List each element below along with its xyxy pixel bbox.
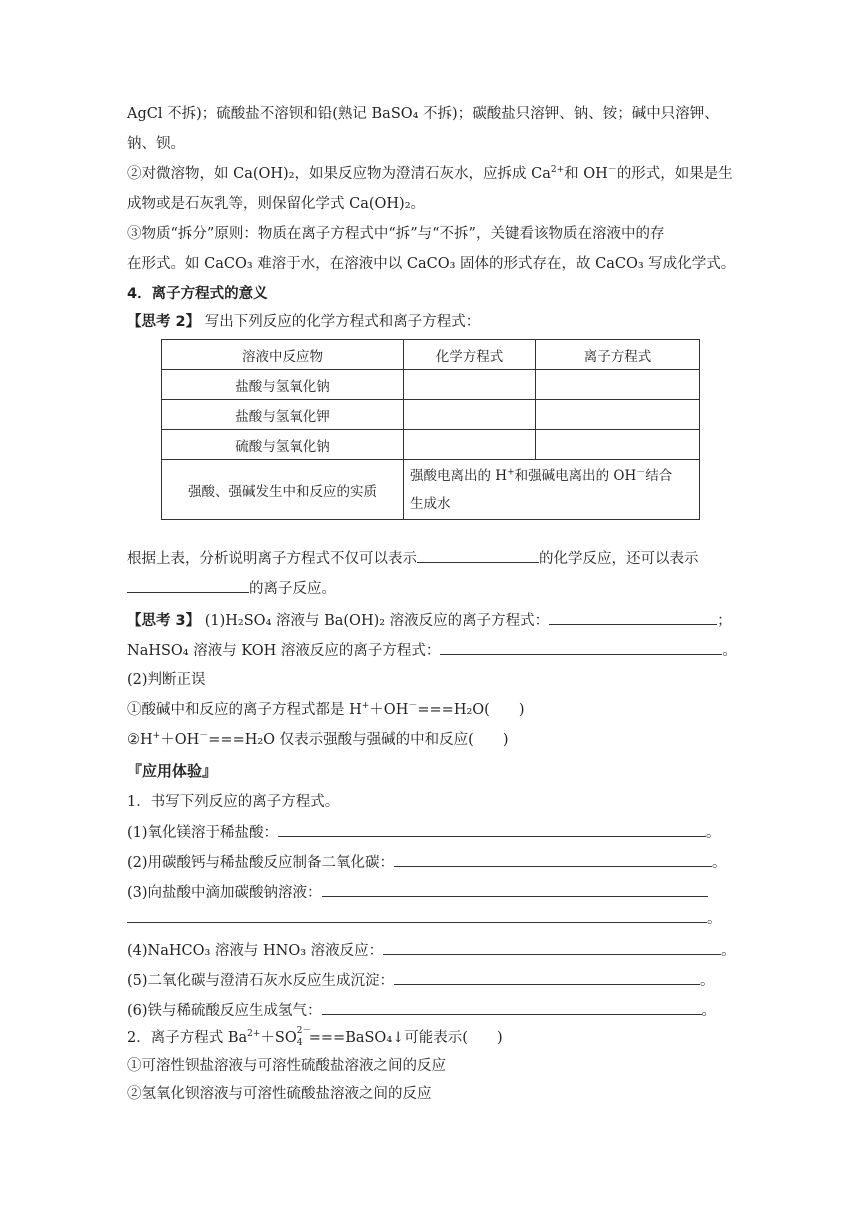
text-line: ②对微溶物，如 Ca(OH)₂，如果反应物为澄清石灰水，应拆成 $Ca^{2+}$和 OH－的形式，如果是生	[127, 165, 733, 182]
text-line: ①酸碱中和反应的离子方程式都是 H+＋OH－===H₂O( )	[127, 701, 525, 718]
text-line: ②氢氧化钡溶液与可溶性硫酸盐溶液之间的反应	[127, 1086, 432, 1102]
section-title: 『应用体验』	[127, 762, 218, 780]
text-line: 成物或是石灰乳等，则保留化学式 Ca(OH)₂。	[127, 196, 426, 212]
table-cell: 硫酸与氢氧化钠	[162, 430, 404, 460]
text-line: AgCl 不拆)；硫酸盐不溶钡和铅(熟记 BaSO₄ 不拆)；碳酸盐只溶钾、钠、铵；碱中只溶钾、	[127, 106, 719, 122]
text-line: 钠、钡。	[127, 136, 185, 152]
table-cell	[536, 430, 700, 460]
text-line: (2)判断正误	[127, 672, 206, 688]
answer-blank[interactable]	[383, 940, 721, 955]
text-line: (2)用碳酸钙与稀盐酸反应制备二氧化碳： 。	[127, 852, 727, 873]
text-line: (3)向盐酸中滴加碳酸钠溶液：	[127, 882, 708, 903]
question-1: 1．书写下列反应的离子方程式。	[127, 794, 340, 810]
answer-blank[interactable]	[278, 822, 706, 837]
answer-blank[interactable]	[549, 610, 717, 625]
text-line: 的离子反应。	[127, 578, 336, 599]
text-line: 。	[127, 908, 722, 929]
think-3: 【思考 3】 (1)H₂SO₄ 溶液与 Ba(OH)₂ 溶液反应的离子方程式： ；	[127, 610, 732, 631]
table-cell	[404, 430, 536, 460]
answer-blank[interactable]	[417, 548, 539, 563]
answer-blank[interactable]	[322, 882, 708, 897]
table-cell: 强酸、强碱发生中和反应的实质	[162, 460, 404, 520]
text-line: (1)氧化镁溶于稀盐酸： 。	[127, 822, 721, 843]
question-2: 2．离子方程式 $Ba^{2+}+SO$ 2－ 4 ===BaSO₄↓可能表示( )	[127, 1026, 503, 1048]
text-line: ①可溶性钡盐溶液与可溶性硫酸盐溶液之间的反应	[127, 1058, 446, 1074]
table-header: 离子方程式	[536, 340, 700, 370]
table-cell	[404, 370, 536, 400]
table-cell: 盐酸与氢氧化钠	[162, 370, 404, 400]
text-line: ③物质“拆分”原则：物质在离子方程式中“拆”与“不拆”，关键看该物质在溶液中的存	[127, 226, 665, 242]
answer-blank[interactable]	[440, 640, 722, 655]
answer-blank[interactable]	[322, 1000, 702, 1015]
answer-blank[interactable]	[127, 908, 707, 923]
think-2: 【思考 2】 写出下列反应的化学方程式和离子方程式：	[127, 314, 481, 330]
text-line: (6)铁与稀硫酸反应生成氢气： 。	[127, 1000, 716, 1021]
text-line: NaHSO₄ 溶液与 KOH 溶液反应的离子方程式： 。	[127, 640, 737, 661]
table-header: 溶液中反应物	[162, 340, 404, 370]
reaction-table	[161, 339, 700, 520]
text-line: (5)二氧化碳与澄清石灰水反应生成沉淀： 。	[127, 970, 715, 991]
text-line: (4)NaHCO₃ 溶液与 HNO₃ 溶液反应： 。	[127, 940, 736, 961]
text-line: 根据上表，分析说明离子方程式不仅可以表示 的化学反应，还可以表示	[127, 548, 699, 569]
answer-blank[interactable]	[127, 578, 249, 593]
text-line: ②H+＋OH－===H₂O 仅表示强酸与强碱的中和反应( )	[127, 731, 509, 748]
section-heading: 4．离子方程式的意义	[127, 286, 268, 302]
text-line: 在形式。如 CaCO₃ 难溶于水，在溶液中以 CaCO₃ 固体的形式存在，故 CaCO₃ 写成化学式。	[127, 256, 736, 272]
table-cell: 强酸电离出的 H+和强碱电离出的 OH－结合 生成水	[404, 460, 700, 520]
table-cell	[536, 400, 700, 430]
answer-blank[interactable]	[394, 852, 712, 867]
table-cell	[536, 370, 700, 400]
table-cell	[404, 400, 536, 430]
table-header: 化学方程式	[404, 340, 536, 370]
table-cell: 盐酸与氢氧化钾	[162, 400, 404, 430]
answer-blank[interactable]	[394, 970, 700, 985]
